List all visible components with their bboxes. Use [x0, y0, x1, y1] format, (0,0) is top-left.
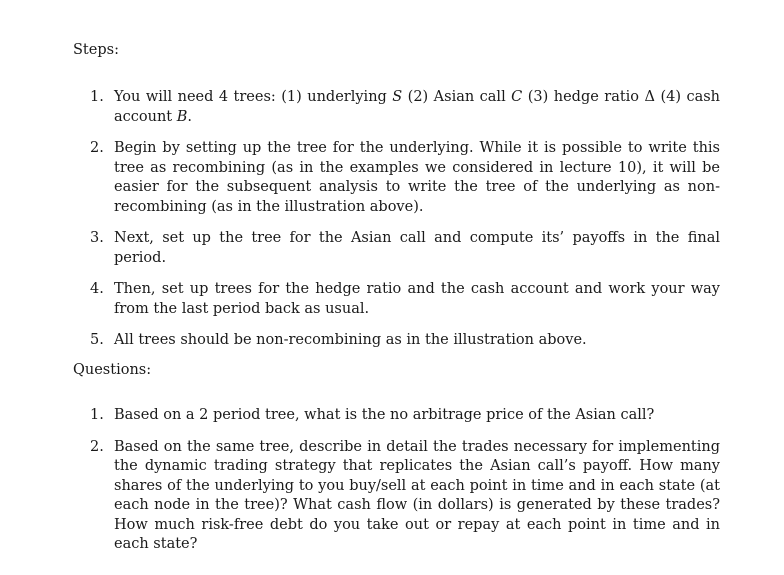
step-text-part: (4) cash account [114, 89, 720, 125]
math-symbol-delta: Δ [644, 89, 655, 105]
math-symbol-b: B [176, 108, 188, 125]
question-text: Based on the same tree, describe in detail the trades necessary for implementing the dynamic trading strategy that replicates the Asian call’s payoff. How many shares of the underlying to you buy/sell at each point in time and in each state (at each node in the tree)? What cash flow (in dollars) is generated by these trades? How much risk-free debt do you take out or repay at each point in time and in each state? [114, 438, 720, 552]
step-item-1 [90, 88, 720, 127]
math-symbol-s: S [392, 89, 403, 105]
step-text: Begin by setting up the tree for the underlying. While it is possible to write this tree as recombining (as in the examples we considered in lecture 10), it will be easier for the subsequent analysis to write the tree of the underlying as non-recombining (as in the illustration above). [114, 140, 720, 215]
question-item-1 [90, 406, 720, 426]
questions-heading: Questions: [73, 362, 152, 378]
step-text: All trees should be non-recombining as in the illustration above. [114, 332, 587, 348]
step-number: 4. [90, 281, 104, 297]
step-item-2 [90, 139, 720, 217]
step-text-part: . [187, 108, 192, 125]
question-item-2 [90, 438, 720, 555]
step-text-part: (2) Asian call [402, 89, 512, 105]
step-item-4 [90, 280, 720, 319]
question-text: Based on a 2 period tree, what is the no arbitrage price of the Asian call? [114, 407, 655, 423]
step-number: 1. [90, 89, 104, 105]
step-text: Then, set up trees for the hedge ratio and the cash account and work your way from the last period back as usual. [114, 281, 720, 317]
question-number: 1. [90, 407, 104, 423]
questions-list [90, 406, 720, 567]
step-item-3 [90, 229, 720, 268]
steps-heading: Steps: [73, 42, 119, 58]
step-number: 5. [90, 332, 104, 348]
step-number: 2. [90, 140, 104, 156]
step-text-part: You will need 4 trees: (1) underlying [114, 89, 393, 105]
math-symbol-c: C [511, 89, 523, 105]
step-text: Next, set up the tree for the Asian call and compute its’ payoffs in the final period. [114, 230, 720, 266]
step-item-5 [90, 331, 720, 351]
steps-list [90, 88, 720, 363]
step-text-part: (3) hedge ratio [522, 89, 645, 105]
question-number: 2. [90, 438, 104, 455]
step-number: 3. [90, 230, 104, 246]
